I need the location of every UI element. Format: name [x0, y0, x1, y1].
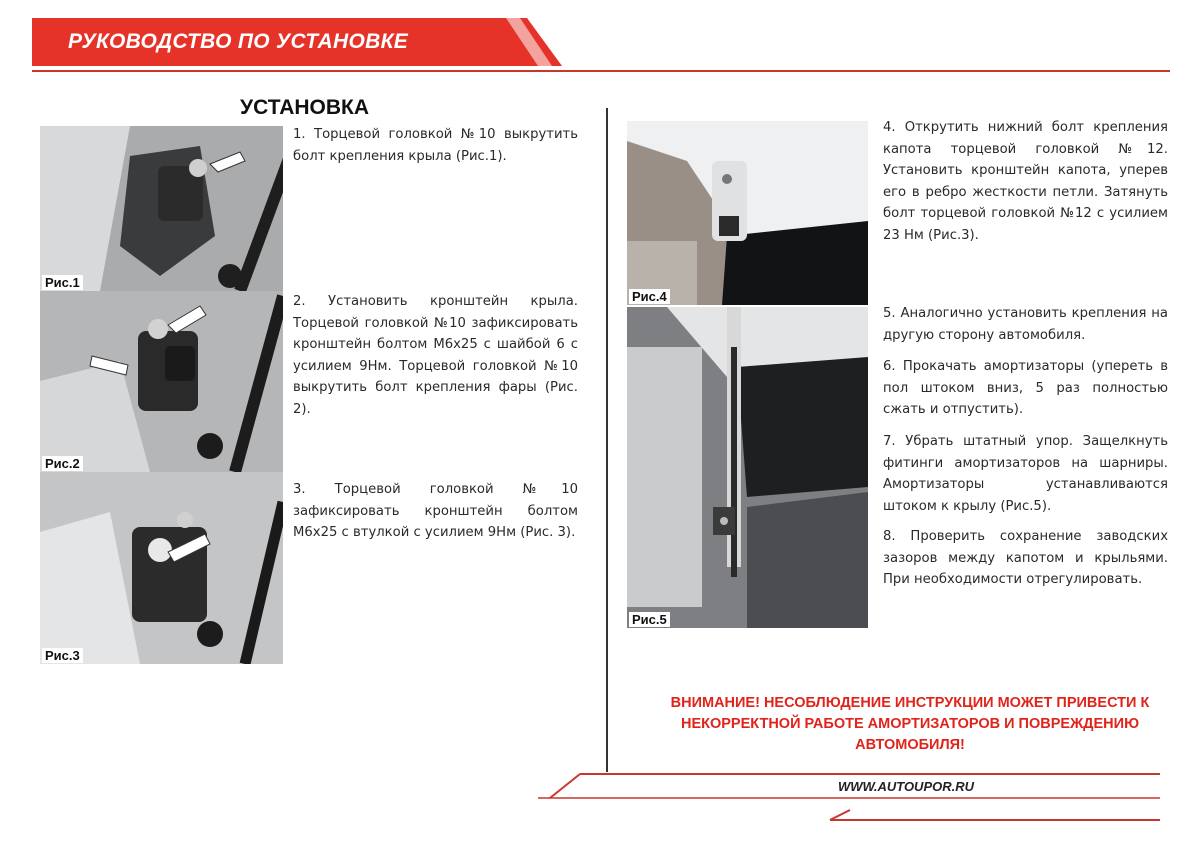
step-1: 1. Торцевой головкой №10 выкрутить болт крепления крыла (Рис.1).	[293, 127, 578, 164]
figure-label: Рис.1	[42, 275, 83, 290]
step-4: 4. Открутить нижний болт крепления капота торцевой головкой №12. Установить кронштейн капота, уперев его в ребро жесткости петли. Затянуть болт торцевой головкой №12 с усилием 23 Нм (Рис.3).	[883, 120, 1168, 243]
figure-label: Рис.4	[629, 289, 670, 304]
figure-1-photo	[40, 126, 283, 291]
warning-notice: ВНИМАНИЕ! НЕСОБЛЮДЕНИЕ ИНСТРУКЦИИ МОЖЕТ ПРИВЕСТИ К НЕКОРРЕКТНОЙ РАБОТЕ АМОРТИЗАТОРОВ И ПОВРЕЖДЕНИЮ АВТОМОБИЛЯ!	[670, 695, 1150, 753]
figure-4-photo	[627, 121, 868, 305]
step-6: 6. Прокачать амортизаторы (упереть в пол штоком вниз, 5 раз полностью сжать и отпустить).	[883, 359, 1168, 417]
figure-label: Рис.5	[629, 612, 670, 627]
step-2: 2. Установить кронштейн крыла. Торцевой головкой №10 зафиксировать кронштейн болтом М6х25 с шайбой 6 с усилием 9Нм. Торцевой головкой №10 выкрутить болт крепления фары (Рис. 2).	[293, 294, 578, 417]
page-title: РУКОВОДСТВО ПО УСТАНОВКЕ	[68, 30, 409, 53]
header-rule	[32, 70, 1170, 72]
step-7: 7. Убрать штатный упор. Защелкнуть фитинги амортизаторов на шарниры. Амортизаторы устанавливаются штоком к крылу (Рис.5).	[883, 434, 1168, 514]
footer-decoration	[520, 768, 1170, 828]
step-8: 8. Проверить сохранение заводских зазоров между капотом и крыльями. При необходимости отрегулировать.	[883, 529, 1168, 587]
figure-3-photo	[40, 472, 283, 664]
figure-label: Рис.2	[42, 456, 83, 471]
column-divider	[606, 108, 608, 772]
figure-label: Рис.3	[42, 648, 83, 663]
step-5: 5. Аналогично установить крепления на другую сторону автомобиля.	[883, 306, 1168, 343]
section-title: УСТАНОВКА	[240, 96, 370, 119]
figure-2-photo	[40, 291, 283, 472]
figure-5-photo	[627, 307, 868, 628]
step-3: 3. Торцевой головкой №10 зафиксировать кронштейн болтом М6х25 с втулкой с усилием 9Нм (Рис. 3).	[293, 482, 578, 540]
website-link[interactable]: WWW.AUTOUPOR.RU	[838, 779, 974, 794]
